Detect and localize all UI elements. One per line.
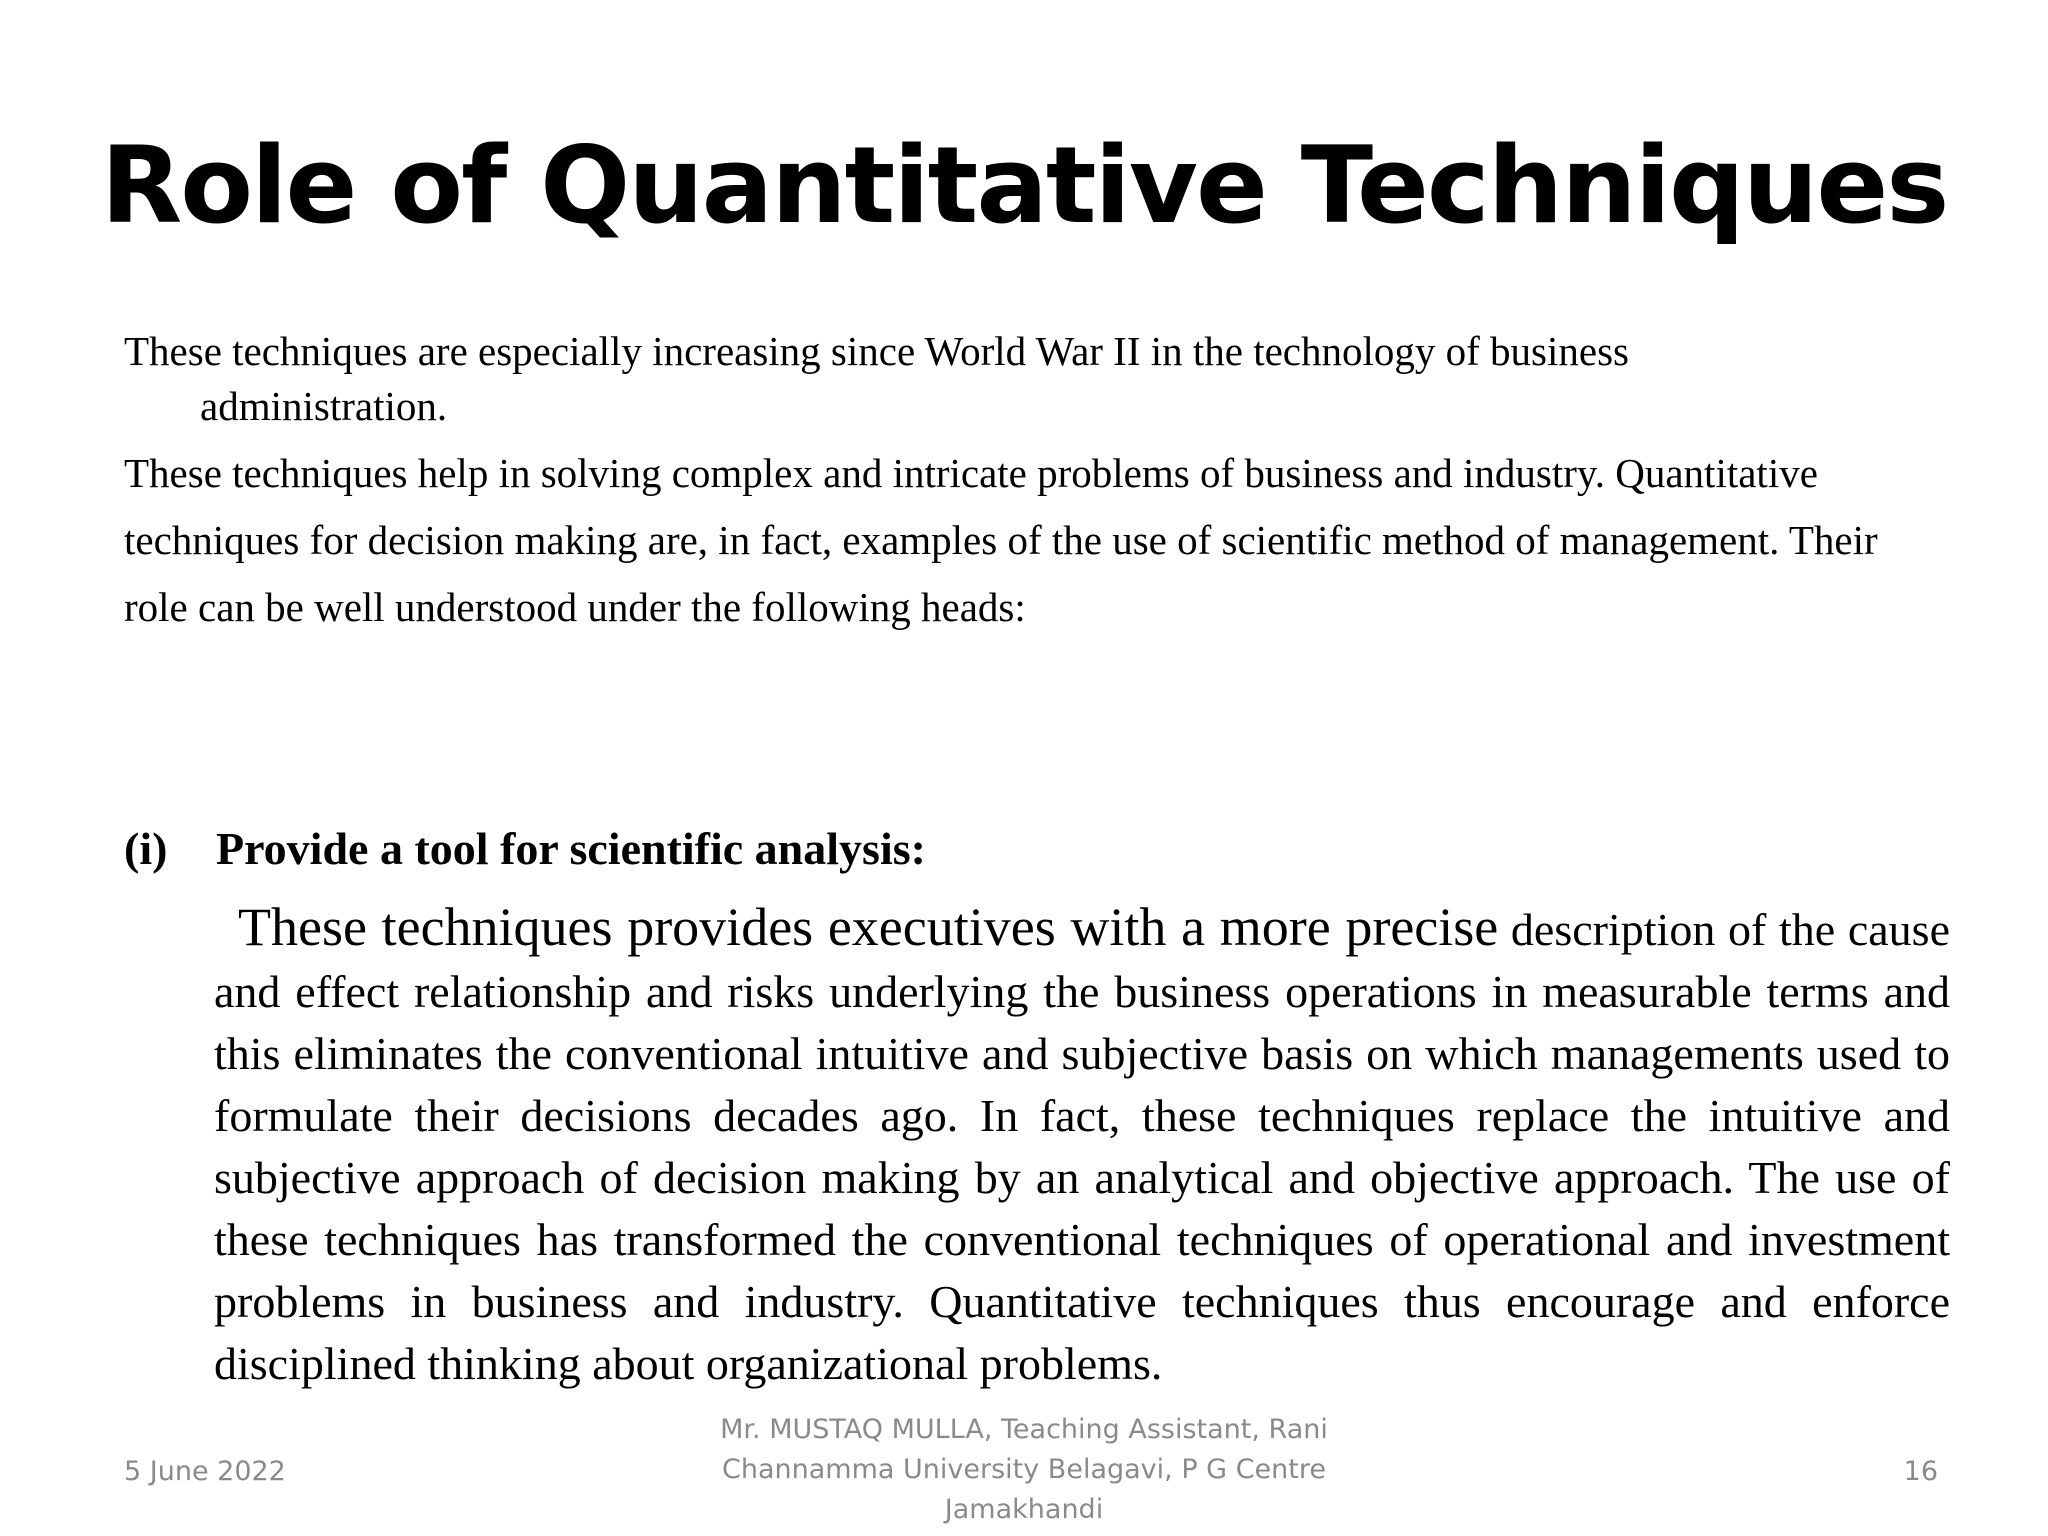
intro-paragraph: These techniques are especially increasing since World War II in the technology of business administration. xyxy=(124,328,1629,429)
section-body-lead: These techniques provides executives with a more precise xyxy=(238,897,1499,957)
intro-text xyxy=(124,324,1884,647)
slide-title: Role of Quantitative Techniques xyxy=(100,124,1948,247)
intro-paragraph: techniques for decision making are, in fact, examples of the use of scientific method of management. Their xyxy=(124,517,1878,563)
intro-paragraph: role can be well understood under the following heads: xyxy=(124,584,1026,630)
footer-author: Mr. MUSTAQ MULLA, Teaching Assistant, Rani Channamma University Belagavi, P G Centre Jamakhandi xyxy=(720,1414,1328,1525)
page-number: 16 xyxy=(1903,1456,1938,1487)
section-heading xyxy=(124,820,926,878)
section-number: (i) xyxy=(124,823,168,874)
intro-paragraph: These techniques help in solving complex and intricate problems of business and industry. Quantitative xyxy=(124,450,1818,496)
section-heading-text: Provide a tool for scientific analysis: xyxy=(216,823,926,874)
footer-date: 5 June 2022 xyxy=(124,1456,286,1487)
section-body xyxy=(214,896,1950,1395)
section-body-rest: description of the cause and effect relationship and risks underlying the business operations in measurable terms and this eliminates the conventional intuitive and subjective basis on which managements used to formulate their decisions decades ago. In fact, these techniques replace the intuitive and subjective approach of decision making by an analytical and objective approach. The use of these techniques has transformed the conventional techniques of operational and investment problems in business and industry. Quantitative techniques thus encourage and enforce disciplined thinking about organizational problems. xyxy=(214,904,1950,1389)
